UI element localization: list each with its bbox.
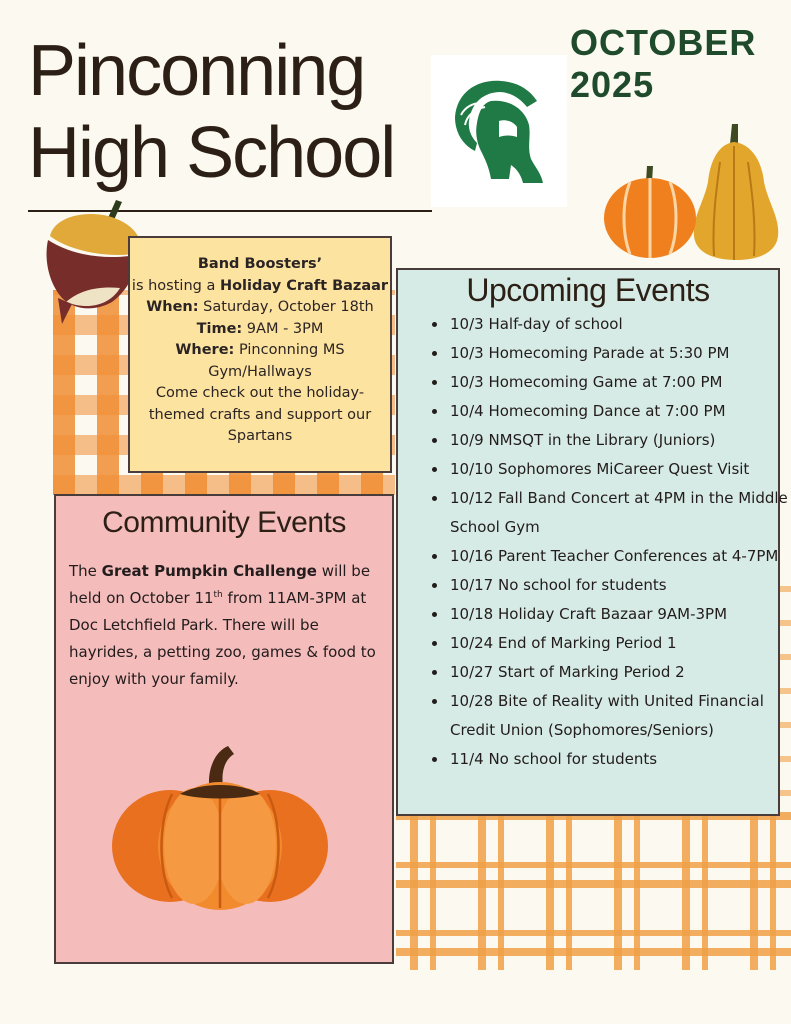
- list-item: • 10/28 Bite of Reality with United Financial Credit Union (Sophomores/Seniors): [448, 687, 791, 745]
- spartan-helmet-icon: [431, 55, 567, 207]
- list-item: • 10/27 Start of Marking Period 2: [448, 658, 791, 687]
- upcoming-events-box: [396, 268, 788, 816]
- bazaar-description: Come check out the holiday-themed crafts and support our Spartans: [148, 385, 372, 444]
- list-item: • 10/16 Parent Teacher Conferences at 4-7PM: [448, 542, 791, 571]
- list-item: • 10/12 Fall Band Concert at 4PM in the Middle School Gym: [448, 484, 791, 542]
- list-item: • 10/3 Half-day of school: [448, 310, 791, 339]
- band-boosters-hosting: is hosting a Holiday Craft Bazaar: [131, 277, 389, 294]
- band-boosters-name: Band Boosters’: [197, 256, 323, 272]
- list-item: • 10/3 Homecoming Game at 7:00 PM: [448, 368, 791, 397]
- round-pumpkin-icon: [604, 166, 696, 258]
- list-item: • 10/10 Sophomores MiCareer Quest Visit: [448, 455, 791, 484]
- issue-month: OCTOBER: [570, 22, 757, 63]
- list-item: • 10/9 NMSQT in the Library (Juniors): [448, 426, 791, 455]
- pumpkin-icon: [110, 742, 330, 914]
- bazaar-when: When: Saturday, October 18th: [146, 299, 374, 315]
- issue-year: 2025: [570, 64, 655, 105]
- list-item: • 11/4 No school for students: [448, 745, 791, 774]
- band-boosters-box: [128, 236, 392, 473]
- title-line-1: Pinconning: [28, 31, 365, 111]
- list-item: • 10/18 Holiday Craft Bazaar 9AM-3PM: [448, 600, 791, 629]
- issue-date: [570, 22, 780, 106]
- community-events-box: [54, 494, 394, 964]
- list-item: • 10/17 No school for students: [448, 571, 791, 600]
- page-title: [28, 30, 428, 194]
- bazaar-time: Time: 9AM - 3PM: [196, 320, 324, 337]
- list-item: • 10/4 Homecoming Dance at 7:00 PM: [448, 397, 791, 426]
- community-events-title: Community Events: [102, 506, 346, 539]
- community-events-text: The Great Pumpkin Challenge will be held on October 11th from 11AM-3PM at Doc Letchfield Park. There will be hayrides, a petting zoo, games & food to enjoy with your family.: [69, 562, 376, 688]
- plaid-background-right: [396, 812, 791, 970]
- school-logo: [431, 55, 567, 207]
- list-item: • 10/24 End of Marking Period 1: [448, 629, 791, 658]
- title-line-2: High School: [28, 113, 395, 193]
- upcoming-events-title: Upcoming Events: [466, 272, 710, 308]
- bazaar-name: Holiday Craft Bazaar: [219, 277, 389, 294]
- bazaar-where: Where: Pinconning MS Gym/Hallways: [175, 342, 345, 380]
- tall-squash-icon: [694, 124, 778, 260]
- pumpkin-challenge-name: Great Pumpkin Challenge: [101, 562, 317, 580]
- pumpkins-illustration: [600, 122, 785, 262]
- upcoming-events-list: [430, 310, 791, 774]
- list-item: • 10/3 Homecoming Parade at 5:30 PM: [448, 339, 791, 368]
